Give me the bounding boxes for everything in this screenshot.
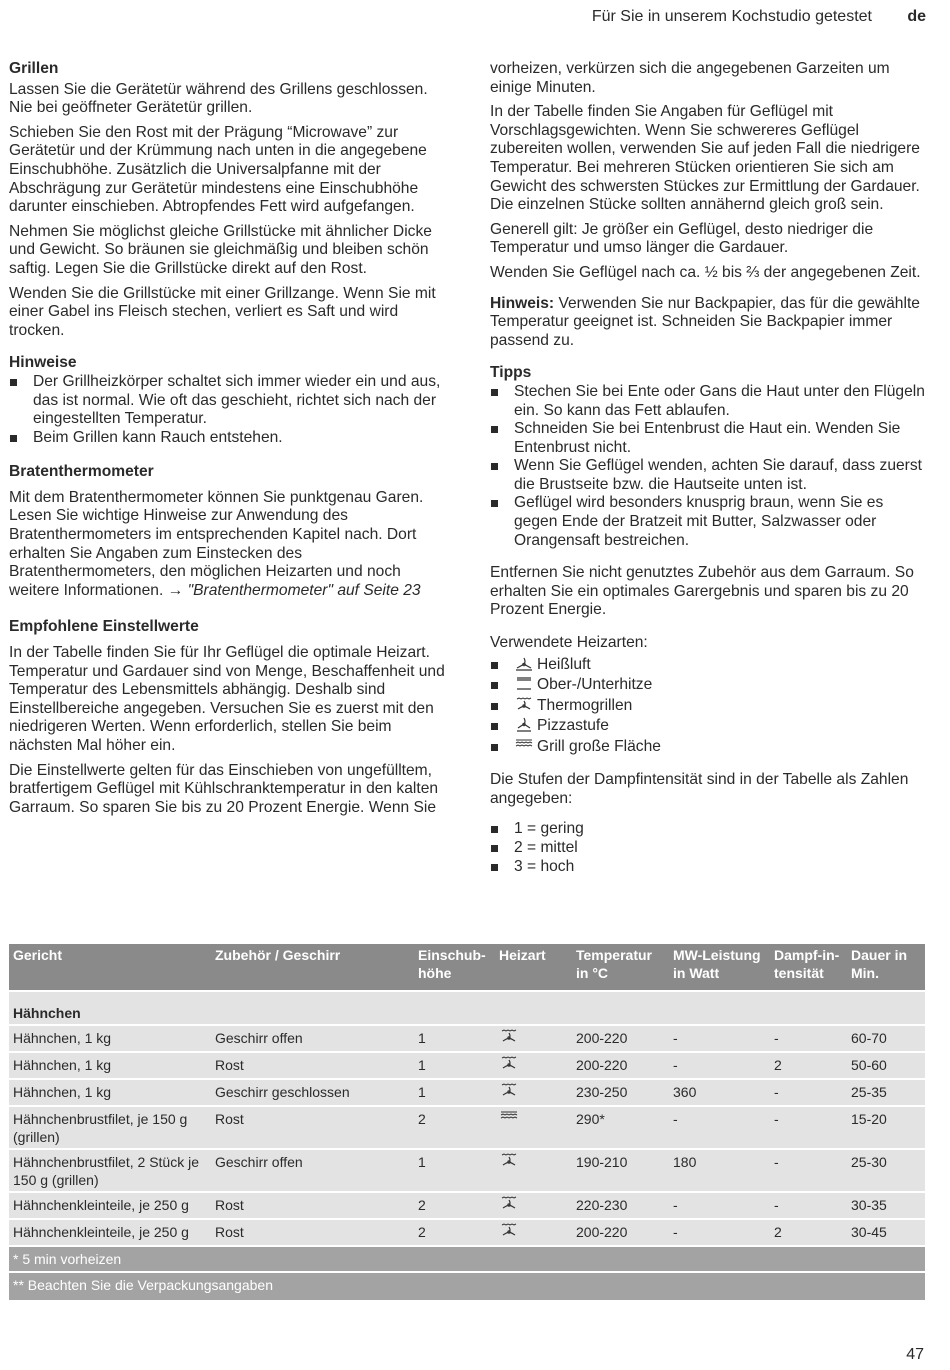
table-row — [9, 1192, 925, 1219]
list-item: Pizzastufe — [490, 716, 930, 737]
thermogrill-icon — [499, 1196, 519, 1212]
microwave-power-cell: - — [669, 1192, 770, 1219]
heating-mode-cell — [495, 1106, 572, 1149]
table-row — [9, 1219, 925, 1246]
dish-cell: Hähnchen, 1 kg — [9, 1052, 211, 1079]
footnote-row — [9, 1246, 925, 1272]
column-header: Zubehör / Geschirr — [211, 944, 414, 991]
dish-cell: Hähnchenbrustfilet, je 150 g (grillen) — [9, 1106, 211, 1149]
stufen-intro: Die Stufen der Dampfintensität sind in der Tabelle als Zahlen angegeben: — [490, 771, 909, 807]
bullet-icon — [10, 435, 17, 442]
heating-mode-cell — [495, 1149, 572, 1192]
paragraph: Lassen Sie die Gerätetür während des Grillens geschlossen. Nie bei geöffneter Gerätetür grillen. — [9, 80, 428, 117]
bullet-icon — [491, 845, 498, 852]
hinweis-label: Hinweis: — [490, 294, 555, 312]
accessory-cell: Rost — [211, 1106, 414, 1149]
arrow-icon: → — [167, 581, 184, 599]
microwave-power-cell: 360 — [669, 1079, 770, 1106]
table-group-row — [9, 991, 925, 1025]
thermogrill-icon — [499, 1153, 519, 1169]
page-header — [0, 8, 950, 30]
column-header: Dauer in Min. — [847, 944, 925, 991]
temperature-cell: 200-220 — [572, 1219, 669, 1246]
accessory-cell: Geschirr offen — [211, 1149, 414, 1192]
column-header: Dampf-in-tensität — [770, 944, 847, 991]
level-cell: 1 — [414, 1052, 495, 1079]
steam-intensity-cell: - — [770, 1025, 847, 1052]
hinweise-list — [9, 373, 449, 447]
list-item: Schneiden Sie bei Entenbrust die Haut ein. Wenden Sie Entenbrust nicht. — [490, 420, 930, 457]
bullet-icon — [491, 723, 498, 730]
page-number: 47 — [906, 1346, 924, 1363]
duration-cell: 15-20 — [847, 1106, 925, 1149]
bullet-icon — [491, 500, 498, 507]
column-header: Heizart — [495, 944, 572, 991]
header-title: Für Sie in unserem Kochstudio getestet — [591, 8, 872, 25]
thermogrill-icon — [499, 1083, 519, 1099]
list-item: Wenn Sie Geflügel wenden, achten Sie darauf, dass zuerst die Brustseite bzw. die Hautseite unten ist. — [490, 457, 930, 494]
paragraph: Mit dem Bratenthermometer können Sie punktgenau Garen. Lesen Sie wichtige Hinweise zur Anwendung des Bratenthermometers im entsprechenden Kapitel nach. Dort erhalten Sie Angaben zum Einstecken des Bratenthermometers, den möglichen Heizarten und noch weitere Informationen. → "Bratenthermometer" auf Seite 23 — [9, 488, 424, 599]
steam-intensity-cell: - — [770, 1079, 847, 1106]
accessory-cell: Rost — [211, 1192, 414, 1219]
column-header: Gericht — [9, 944, 211, 991]
list-item: 2 = mittel — [490, 839, 930, 858]
thermogrill-icon — [499, 1056, 519, 1072]
duration-cell: 25-30 — [847, 1149, 925, 1192]
microwave-power-cell: - — [669, 1025, 770, 1052]
bullet-icon — [491, 826, 498, 833]
temperature-cell: 220-230 — [572, 1192, 669, 1219]
table-row — [9, 1052, 925, 1079]
paragraph: In der Tabelle finden Sie für Ihr Geflügel die optimale Heizart. Temperatur und Gardauer sind von Menge, Beschaffenheit und Temperatur des Lebensmittels abhängig. Deshalb sind Einstellbereiche angegeben. Versuchen Sie es zuerst mit den niedrigeren Werten. Wenn erforderlich, stellen Sie beim nächsten Mal höher ein. — [9, 644, 445, 754]
heating-mode-cell — [495, 1219, 572, 1246]
hot-air-icon — [514, 656, 534, 672]
list-item: Thermogrillen — [490, 696, 930, 717]
settings-table — [9, 944, 925, 1300]
bullet-icon — [491, 662, 498, 669]
heating-mode-cell — [495, 1025, 572, 1052]
microwave-power-cell: - — [669, 1106, 770, 1149]
level-cell: 2 — [414, 1106, 495, 1149]
temperature-cell: 230-250 — [572, 1079, 669, 1106]
dish-cell: Hähnchen, 1 kg — [9, 1079, 211, 1106]
paragraph: Wenden Sie Geflügel nach ca. ½ bis ⅔ der angegebenen Zeit. — [490, 263, 921, 281]
footnote: * 5 min vorheizen — [9, 1246, 925, 1272]
table-row — [9, 1149, 925, 1192]
left-column — [9, 60, 449, 823]
list-item: 1 = gering — [490, 820, 930, 839]
column-header: MW-Leistung in Watt — [669, 944, 770, 991]
accessory-cell: Rost — [211, 1219, 414, 1246]
duration-cell: 60-70 — [847, 1025, 925, 1052]
accessory-cell: Geschirr offen — [211, 1025, 414, 1052]
list-item: Beim Grillen kann Rauch entstehen. — [9, 429, 449, 448]
list-item: 3 = hoch — [490, 858, 930, 877]
heating-mode-cell — [495, 1192, 572, 1219]
grill-large-icon — [514, 738, 534, 754]
footnote-row — [9, 1272, 925, 1300]
duration-cell: 25-35 — [847, 1079, 925, 1106]
right-column — [490, 60, 930, 882]
tipps-list — [490, 383, 930, 550]
bullet-icon — [491, 463, 498, 470]
microwave-power-cell: 180 — [669, 1149, 770, 1192]
group-label: Hähnchen — [9, 991, 925, 1025]
accessory-cell: Geschirr geschlossen — [211, 1079, 414, 1106]
paragraph: Entfernen Sie nicht genutztes Zubehör aus dem Garraum. So erhalten Sie ein optimales Garergebnis und sparen bis zu 20 Prozent Energie. — [490, 564, 914, 619]
bullet-icon — [491, 682, 498, 689]
heating-mode-cell — [495, 1052, 572, 1079]
footnote: ** Beachten Sie die Verpackungsangaben — [9, 1272, 925, 1300]
heizarten-list — [490, 655, 930, 758]
table-row — [9, 1106, 925, 1149]
bullet-icon — [491, 703, 498, 710]
microwave-power-cell: - — [669, 1219, 770, 1246]
steam-intensity-cell: - — [770, 1149, 847, 1192]
hinweis-note: Hinweis: Verwenden Sie nur Backpapier, das für die gewählte Temperatur geeignet ist. Schneiden Sie Backpapier immer passend zu. — [490, 294, 920, 349]
list-item: Der Grillheizkörper schaltet sich immer wieder ein und aus, das ist normal. Wie oft das geschieht, richtet sich nach der eingestellten Temperatur. — [9, 373, 449, 429]
list-item: Stechen Sie bei Ente oder Gans die Haut unter den Flügeln ein. So kann das Fett ablaufen. — [490, 383, 930, 420]
level-cell: 1 — [414, 1025, 495, 1052]
list-item: Geflügel wird besonders knusprig braun, wenn Sie es gegen Ende der Bratzeit mit Butter, Salzwasser oder Orangensaft bestreichen. — [490, 494, 930, 550]
page-reference-link[interactable]: "Bratenthermometer" auf Seite 23 — [187, 581, 421, 599]
bullet-icon — [10, 379, 17, 386]
microwave-power-cell: - — [669, 1052, 770, 1079]
table-header-row — [9, 944, 925, 991]
temperature-cell: 290* — [572, 1106, 669, 1149]
accessory-cell: Rost — [211, 1052, 414, 1079]
steam-intensity-cell: - — [770, 1106, 847, 1149]
duration-cell: 30-45 — [847, 1219, 925, 1246]
top-bottom-heat-icon — [514, 676, 534, 692]
thermogrill-icon — [514, 697, 534, 713]
bullet-icon — [491, 426, 498, 433]
steam-intensity-cell: 2 — [770, 1052, 847, 1079]
thermogrill-icon — [499, 1223, 519, 1239]
section-title-einstellwerte: Empfohlene Einstellwerte — [9, 618, 199, 636]
table-row — [9, 1025, 925, 1052]
paragraph: Wenden Sie die Grillstücke mit einer Grillzange. Wenn Sie mit einer Gabel ins Fleisch stechen, verliert es Saft und wird trocken. — [9, 284, 436, 339]
paragraph: Generell gilt: Je größer ein Geflügel, desto niedriger die Temperatur und umso länger die Gardauer. — [490, 220, 874, 257]
section-title-bratenthermometer: Bratenthermometer — [9, 463, 154, 481]
steam-intensity-cell: 2 — [770, 1219, 847, 1246]
grill-large-icon — [499, 1110, 519, 1126]
temperature-cell: 200-220 — [572, 1025, 669, 1052]
section-title-grillen: Grillen — [9, 60, 59, 77]
temperature-cell: 190-210 — [572, 1149, 669, 1192]
paragraph: vorheizen, verkürzen sich die angegebenen Garzeiten um einige Minuten. — [490, 60, 890, 96]
level-cell: 1 — [414, 1149, 495, 1192]
paragraph: Die Einstellwerte gelten für das Einschieben von ungefülltem, bratfertigem Geflügel mit Kühlschranktemperatur in den kalten Garraum. So sparen Sie bis zu 20 Prozent Energie. Wenn Sie — [9, 761, 439, 816]
table-row — [9, 1079, 925, 1106]
duration-cell: 30-35 — [847, 1192, 925, 1219]
stufen-list — [490, 820, 930, 876]
list-item: Grill große Fläche — [490, 737, 930, 758]
column-header: Einschub-höhe — [414, 944, 495, 991]
dish-cell: Hähnchenkleinteile, je 250 g — [9, 1192, 211, 1219]
dish-cell: Hähnchen, 1 kg — [9, 1025, 211, 1052]
column-header: Temperatur in °C — [572, 944, 669, 991]
pizza-setting-icon — [514, 717, 534, 733]
level-cell: 2 — [414, 1192, 495, 1219]
language-code: de — [907, 8, 926, 25]
level-cell: 2 — [414, 1219, 495, 1246]
paragraph: In der Tabelle finden Sie Angaben für Geflügel mit Vorschlagsgewichten. Wenn Sie schwereres Geflügel zubereiten wollen, verwenden Sie auf jeden Fall die niedrigere Temperatur. Bei mehreren Stücken orientieren Sie sich am Gewicht des schwersten Stückes zur Ermittlung der Gardauer. Die einzelnen Stücke sollten annähernd gleich groß sein. — [490, 103, 920, 214]
heizarten-intro: Verwendete Heizarten: — [490, 634, 648, 652]
section-title-hinweise: Hinweise — [9, 354, 77, 372]
dish-cell: Hähnchenbrustfilet, 2 Stück je 150 g (grillen) — [9, 1149, 211, 1192]
paragraph: Nehmen Sie möglichst gleiche Grillstücke mit ähnlicher Dicke und Gewicht. So bräunen sie gleichmäßig und bleiben schön saftig. Legen Sie die Grillstücke direkt auf den Rost. — [9, 222, 432, 277]
bullet-icon — [491, 744, 498, 751]
dish-cell: Hähnchenkleinteile, je 250 g — [9, 1219, 211, 1246]
section-title-tipps: Tipps — [490, 364, 532, 382]
heating-mode-cell — [495, 1079, 572, 1106]
thermogrill-icon — [499, 1029, 519, 1045]
duration-cell: 50-60 — [847, 1052, 925, 1079]
bullet-icon — [491, 389, 498, 396]
temperature-cell: 200-220 — [572, 1052, 669, 1079]
paragraph: Schieben Sie den Rost mit der Prägung “Microwave” zur Gerätetür und der Krümmung nach unten in die angegebene Einschubhöhe. Zusätzlich die Universalpfanne mit der Abschrägung zur Gerätetür mindestens eine Einschubhöhe darunter einschieben. Abtropfendes Fett wird aufgefangen. — [9, 123, 427, 216]
list-item: Heißluft — [490, 655, 930, 676]
list-item: Ober-/Unterhitze — [490, 675, 930, 696]
level-cell: 1 — [414, 1079, 495, 1106]
steam-intensity-cell: - — [770, 1192, 847, 1219]
bullet-icon — [491, 864, 498, 871]
